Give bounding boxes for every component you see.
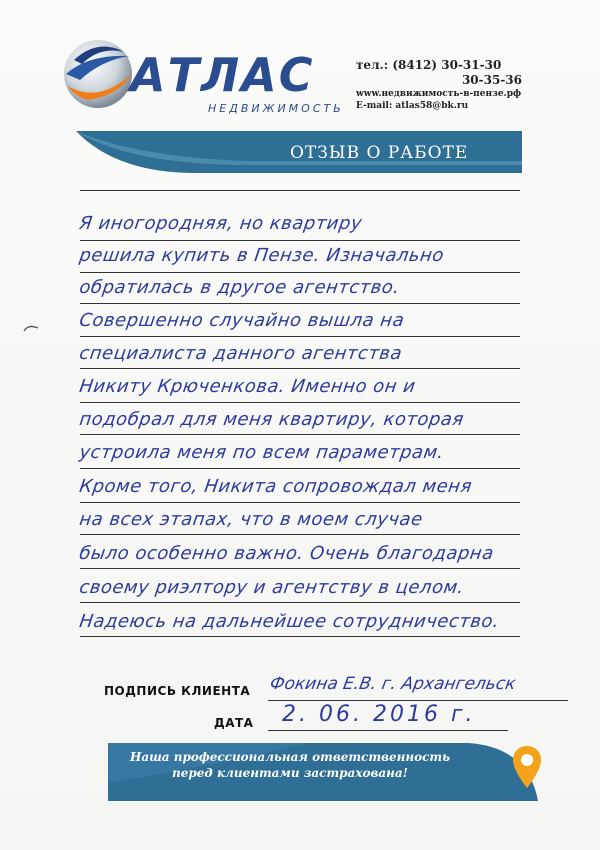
ruled-line [80, 336, 520, 337]
review-line: Совершенно случайно вышла на [78, 310, 406, 331]
date-label: ДАТА [214, 716, 254, 730]
review-line: специалиста данного агентства [78, 343, 404, 364]
review-line: на всех этапах, что в моем случае [78, 509, 425, 530]
review-line: решила купить в Пензе. Изначально [78, 245, 446, 266]
footer-line-2: перед клиентами застрахована! [172, 766, 408, 780]
email-text: E-mail: atlas58@bk.ru [356, 101, 469, 111]
date-line [268, 730, 508, 731]
date-value: 2. 06. 2016 г. [282, 702, 476, 727]
ruled-line [80, 568, 520, 569]
ruled-line [80, 368, 520, 369]
ruled-line [80, 303, 520, 304]
globe-icon [58, 34, 138, 114]
contact-block [356, 58, 536, 112]
banner-title: ОТЗЫВ О РАБОТЕ [290, 143, 469, 163]
ruled-line [80, 402, 520, 403]
ruled-line [80, 602, 520, 603]
ruled-line [80, 190, 520, 191]
footer-line-1: Наша профессиональная ответственность [129, 750, 450, 764]
review-line: было особенно важно. Очень благодарна [78, 543, 496, 564]
atlas-logo [58, 30, 358, 130]
footer-text [120, 749, 460, 781]
ruled-line [80, 272, 520, 273]
signature-label: ПОДПИСЬ КЛИЕНТА [104, 684, 251, 698]
signature-line [268, 700, 568, 701]
ruled-line [80, 468, 520, 469]
phone-line-2: 30-35-36 [461, 73, 522, 87]
ruled-line [80, 636, 520, 637]
brand-subtitle: НЕДВИЖИМОСТЬ [208, 102, 344, 115]
margin-mark-icon [22, 323, 40, 333]
brand-name: АТЛАС [130, 48, 315, 102]
review-line: своему риэлтору и агентству в целом. [78, 577, 466, 598]
ruled-line [80, 502, 520, 503]
review-line: устроила меня по всем параметрам. [78, 442, 446, 463]
ruled-line [80, 240, 520, 241]
review-line: обратилась в другое агентство. [78, 277, 402, 298]
review-line: Никиту Крюченкова. Именно он и [78, 376, 418, 397]
location-pin-icon [510, 744, 544, 790]
website-text: www.недвижимость-в-пензе.рф [356, 89, 522, 99]
review-line: Я иногородняя, но квартиру [78, 213, 364, 234]
phone-line-1: тел.: (8412) 30-31-30 [356, 58, 502, 72]
signature-value: Фокина Е.В. г. Архангельск [268, 674, 518, 694]
review-line: Надеюсь на дальнейшее сотрудничество. [78, 611, 501, 632]
review-line: Кроме того, Никита сопровождал меня [78, 476, 474, 497]
ruled-line [80, 434, 520, 435]
ruled-line [80, 534, 520, 535]
review-line: подобрал для меня квартиру, которая [78, 409, 466, 430]
